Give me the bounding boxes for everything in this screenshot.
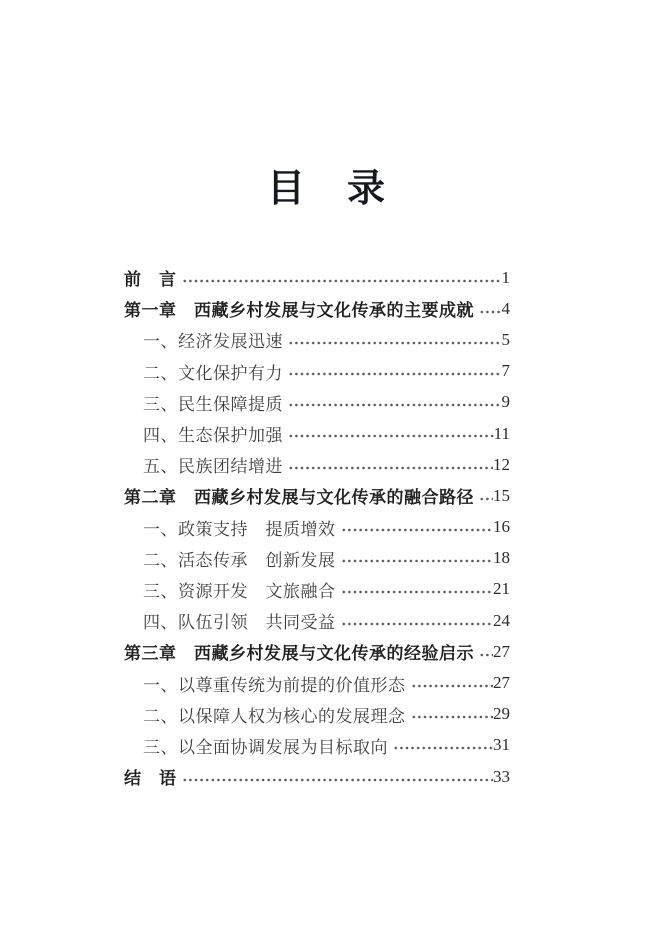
toc-entry-label: 第三章 西藏乡村发展与文化传承的经验启示 [124, 644, 474, 664]
dot-leader [182, 761, 494, 795]
dot-leader [182, 262, 502, 296]
toc-entry-page-number: 27 [493, 641, 510, 661]
toc-entry-page-number: 29 [493, 704, 510, 724]
toc-entry[interactable] [124, 418, 510, 449]
toc-entry-label: 一、政策支持 提质增效 [143, 519, 336, 539]
dot-leader [288, 387, 502, 421]
page-title: 目 录 [266, 168, 387, 210]
toc-entry-page-number: 7 [501, 361, 510, 381]
toc-entry[interactable] [124, 543, 510, 574]
toc-entry[interactable] [124, 512, 510, 543]
toc-entry[interactable] [124, 761, 510, 792]
toc-entry[interactable] [124, 324, 510, 355]
toc-entry[interactable] [124, 262, 510, 293]
toc-entry-page-number: 11 [493, 423, 510, 443]
toc-entry-label: 第一章 西藏乡村发展与文化传承的主要成就 [124, 301, 474, 321]
toc-entry-label: 第二章 西藏乡村发展与文化传承的融合路径 [124, 488, 474, 508]
toc-entry[interactable] [124, 574, 510, 605]
toc-entry-page-number: 5 [501, 329, 510, 349]
toc-entry-page-number: 4 [501, 298, 510, 318]
toc-entry[interactable] [124, 449, 510, 480]
toc-entry-label: 三、民生保障提质 [143, 394, 283, 414]
toc-list [124, 262, 510, 792]
toc-entry[interactable] [124, 699, 510, 730]
toc-entry-page-number: 27 [493, 673, 510, 693]
dot-leader [288, 418, 494, 452]
toc-entry-label: 结 语 [124, 769, 177, 789]
toc-entry-label: 前 言 [124, 270, 177, 290]
dot-leader [341, 543, 494, 577]
toc-entry[interactable] [124, 605, 510, 636]
dot-leader [393, 730, 493, 764]
toc-entry-label: 二、活态传承 创新发展 [143, 550, 336, 570]
toc-entry[interactable] [124, 293, 510, 324]
toc-entry[interactable] [124, 730, 510, 761]
toc-entry[interactable] [124, 356, 510, 387]
toc-entry-page-number: 9 [501, 392, 510, 412]
toc-entry-label: 一、以尊重传统为前提的价值形态 [143, 675, 406, 695]
dot-leader [288, 324, 502, 358]
toc-entry-label: 三、以全面协调发展为目标取向 [143, 737, 388, 757]
dot-leader [411, 667, 494, 701]
toc-entry-page-number: 33 [493, 766, 510, 786]
toc-entry-label: 二、以保障人权为核心的发展理念 [143, 706, 406, 726]
toc-entry-label: 三、资源开发 文旅融合 [143, 581, 336, 601]
toc-entry[interactable] [124, 636, 510, 667]
toc-entry-page-number: 31 [493, 735, 510, 755]
toc-entry-page-number: 12 [493, 454, 510, 474]
dot-leader [341, 605, 494, 639]
dot-leader [479, 636, 493, 670]
toc-entry-page-number: 1 [501, 267, 510, 287]
toc-entry-page-number: 16 [493, 517, 510, 537]
toc-entry-page-number: 24 [493, 610, 510, 630]
toc-entry[interactable] [124, 667, 510, 698]
toc-entry[interactable] [124, 480, 510, 511]
toc-entry-page-number: 18 [493, 548, 510, 568]
dot-leader [341, 574, 494, 608]
toc-entry[interactable] [124, 387, 510, 418]
dot-leader [341, 512, 494, 546]
dot-leader [288, 356, 502, 390]
dot-leader [479, 293, 502, 327]
toc-entry-label: 四、生态保护加强 [143, 426, 283, 446]
toc-entry-label: 五、民族团结增进 [143, 457, 283, 477]
toc-entry-label: 四、队伍引领 共同受益 [143, 613, 336, 633]
dot-leader [479, 480, 493, 514]
toc-entry-label: 二、文化保护有力 [143, 363, 283, 383]
dot-leader [411, 699, 494, 733]
toc-entry-page-number: 21 [493, 579, 510, 599]
toc-entry-label: 一、经济发展迅速 [143, 332, 283, 352]
toc-entry-page-number: 15 [493, 485, 510, 505]
dot-leader [288, 449, 493, 483]
